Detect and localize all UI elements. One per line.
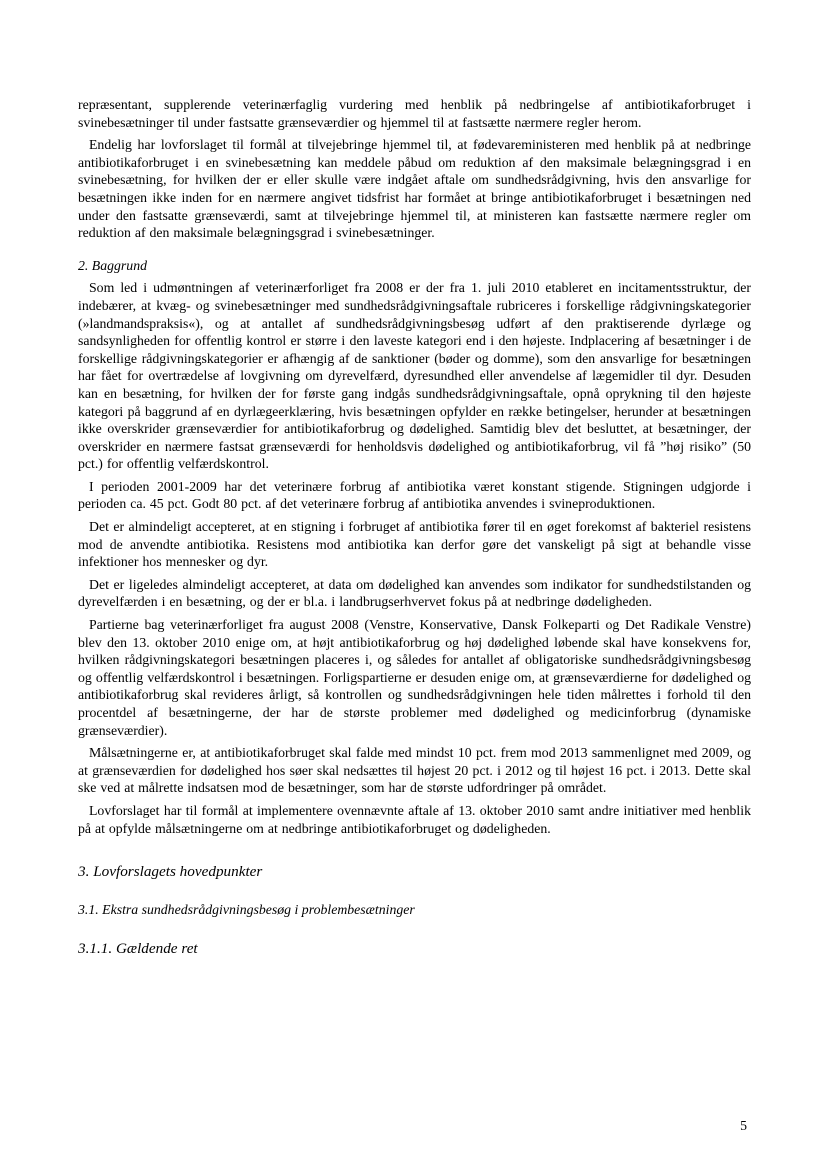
paragraph: I perioden 2001-2009 har det veterinære forbrug af antibiotika været konstant stigende. Stigningen udgjorde i perioden ca. 45 pct. Godt 80 pct. af det veterinære forbrug af antibiotika anvendes i svineproduktionen. (78, 478, 751, 512)
paragraph: Partierne bag veterinærforliget fra august 2008 (Venstre, Konservative, Dansk Folkeparti og Det Radikale Venstre) blev den 13. oktober 2010 enige om, at højt antibiotikaforbrug og høj dødelighed løbende skal have konsekvens for, hvilken rådgivningskategori besætningen placeres i, og således for antallet af obligatoriske sundhedsrådgivningsbesøg og offentlig velfærdskontrol i besætningen. Forligspartierne er desuden enige om, at grænseværdierne for dødelighed og antibiotikaforbrug skal revideres årligt, så kontrollen og sundhedsrådgivningen hele tiden målrettes i forhold til den procentdel af besætningerne, der har de største problemer med dødelighed og medicinforbrug (dynamiske grænseværdier). (78, 617, 751, 738)
page-number: 5 (740, 1118, 747, 1133)
section-heading-baggrund: 2. Baggrund (78, 257, 147, 273)
document-body (78, 96, 751, 958)
paragraph: Det er ligeledes almindeligt accepteret, at data om dødelighed kan anvendes som indikator for sundhedstilstanden og dyrevelfærden i en besætning, og der er bl.a. i landbrugserhvervet fokus på at nedbringe dødeligheden. (78, 576, 751, 610)
paragraph: Endelig har lovforslaget til formål at tilvejebringe hjemmel til, at fødevareministeren med henblik på at nedbringe antibiotikaforbruget i en svinebesætning kan meddele påbud om reduktion af den maksimale belægningsgrad i en svinebesætning, for hvilken der er eller skulle være indgået aftale om sundhedsrådgivning, hvis den ansvarlige for besætningen ikke inden for en nærmere angivet tidsfrist har formået at bringe antibiotikaforbruget i besætningen ned under den fastsatte grænseværdi, samt at tilvejebringe hjemmel til, at ministeren kan fastsætte nærmere regler om reduktion af den maksimale belægningsgrad i svinebesætninger. (78, 137, 751, 241)
paragraph-continued: repræsentant, supplerende veterinærfaglig vurdering med henblik på nedbringelse af antibiotikaforbruget i svinebesætninger til under fastsatte grænseværdier og hjemmel til at fastsætte nærmere regler herom. (78, 97, 751, 130)
paragraph: Målsætningerne er, at antibiotikaforbruget skal falde med mindst 10 pct. frem mod 2013 sammenlignet med 2009, og at grænseværdien for dødelighed hos søer skal nedsættes til højest 20 pct. i 2012 og til højest 16 pct. i 2013. Dette skal ske ved at målrette indsatsen mod de besætninger, som har de største udfordringer på området. (78, 745, 751, 796)
paragraph: Som led i udmøntningen af veterinærforliget fra 2008 er der fra 1. juli 2010 etableret en incitamentsstruktur, der indebærer, at kvæg- og svinebesætninger med sundhedsrådgivningsaftale rubriceres i forskellige rådgivningskategorier (»landmandspraksis«), og at antallet af sundhedsrådgivningsbesøg udført af den praktiserende dyrlæge og sandsynligheden for offentlig kontrol er større i den laveste kategori end i den højeste. Indplacering af besætninger i de forskellige rådgivningskategorier er afhængig af de sanktioner (bøder og domme), som den ansvarlige for besætningen har fået for overtrædelse af lovgivning om dyrevelfærd, dyresundhed eller anvendelse af lægemidler til dyr. Desuden kan en besætning, for hvilken der for første gang indgås sundhedsrådgivningsaftale, opnå oprykning til den højeste kategori på baggrund af en dyrlægeerklæring, hvis besætningen opfylder en række betingelser, herunder at besætningen ikke overskrider grænseværdier for antibiotikaforbrug og dødelighed. Samtidig blev det besluttet, at besætninger, der overskrider en nærmere fastsat grænseværdi for henholdsvis dødelighed og antibiotikaforbrug, vil få ”høj risiko” (50 pct.) for offentlig velfærdskontrol. (78, 280, 751, 472)
section-heading-gaeldende-ret: 3.1.1. Gældende ret (78, 939, 198, 957)
section-heading-ekstra-besog: 3.1. Ekstra sundhedsrådgivningsbesøg i problembesætninger (78, 902, 415, 918)
section-heading-hovedpunkter: 3. Lovforslagets hovedpunkter (78, 863, 263, 881)
paragraph: Det er almindeligt accepteret, at en stigning i forbruget af antibiotika fører til en øget forekomst af bakteriel resistens mod de anvendte antibiotika. Resistens mod antibiotika kan derfor gøre det vanskeligt på sigt at behandle visse infektioner hos mennesker og dyr. (78, 519, 751, 570)
paragraph: Lovforslaget har til formål at implementere ovennævnte aftale af 13. oktober 2010 samt andre initiativer med henblik på at opfylde målsætningerne om at nedbringe antibiotikaforbruget og dødeligheden. (78, 802, 751, 836)
